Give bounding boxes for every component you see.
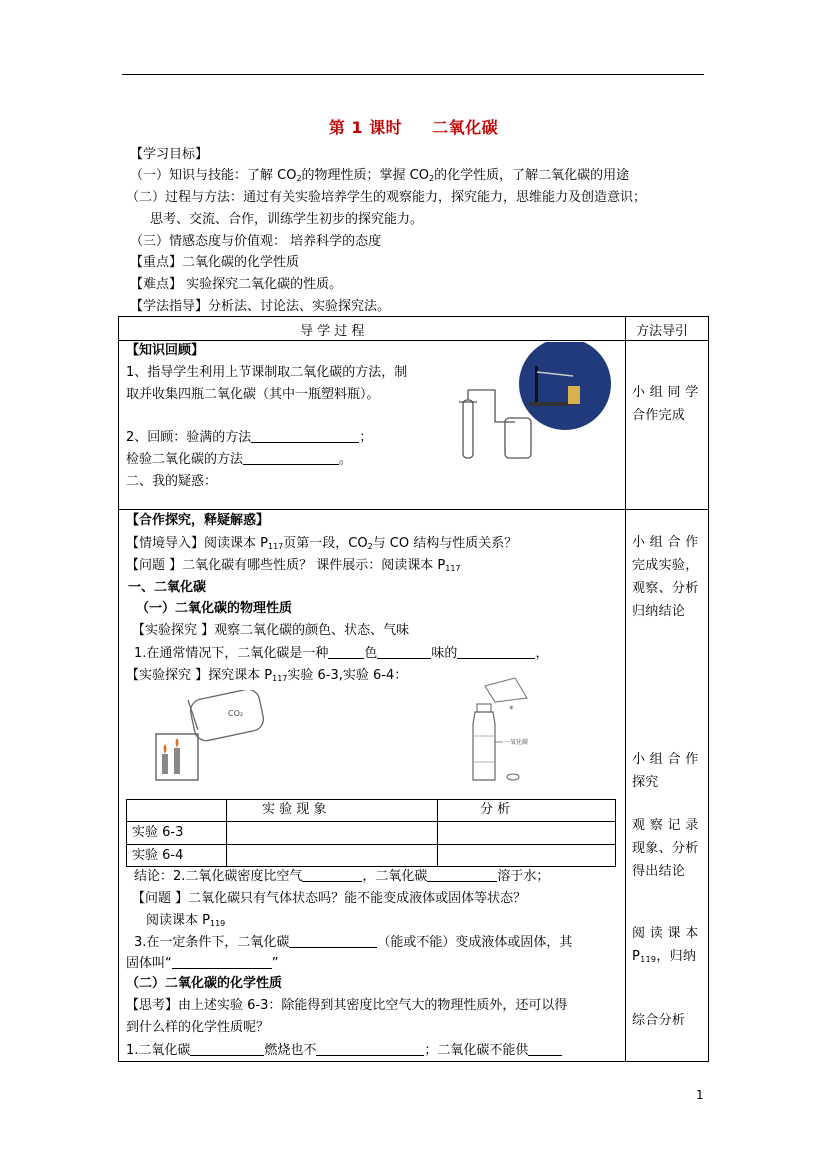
experiment-explore: 【实验探究 】探究课本 $P_{117}$实验 6-3,实验 6-4： bbox=[126, 668, 408, 683]
physical-fill-line: 1.在通常情况下，二氧化碳是一种 色 味的 ， bbox=[134, 646, 549, 661]
question-states: 【问题 】二氧化碳只有气体状态吗？能不能变成液体或固体等状态？ bbox=[132, 891, 527, 906]
objective-knowledge: （一）知识与技能：了解 $CO_2$的物理性质；掌握 $CO_2$的化学性质，了解二氧化碳的用途 bbox=[130, 168, 630, 183]
section-co2: 一、二氧化碳 bbox=[128, 580, 207, 595]
observation-row-divider-2 bbox=[126, 844, 616, 845]
table-header-divider bbox=[118, 340, 709, 341]
method-guidance: 【学法指导】分析法、讨论法、实验探究法。 bbox=[130, 299, 391, 314]
method-group-experiment: 小 组 合 作 完成实验， 观察、分析 归纳结论 bbox=[632, 535, 699, 619]
review-line-4: 检验二氧化碳的方法 。 bbox=[126, 452, 353, 467]
observation-row-divider-1 bbox=[126, 821, 616, 822]
review-line-1: 1、指导学生利用上节课制取二氧化碳的方法，制 bbox=[126, 365, 408, 380]
observation-row-6-4: 实验 6-4 bbox=[132, 848, 184, 863]
dry-ice-line: 固体叫“ ” bbox=[126, 956, 279, 971]
header-process: 导 学 过 程 bbox=[300, 324, 365, 339]
conclusion-density: 结论：2.二氧化碳密度比空气 ，二氧化碳 溶于水； bbox=[134, 869, 550, 884]
objectives-heading: 【学习目标】 bbox=[130, 147, 209, 162]
section-physical: （一）二氧化碳的物理性质 bbox=[136, 601, 293, 616]
section-chemical: （二）二氧化碳的化学性质 bbox=[126, 976, 283, 991]
read-textbook-119: 阅读课本 $P_{119}$ bbox=[146, 913, 226, 928]
page-number: 1 bbox=[696, 1088, 704, 1102]
co2-pouring-illustration bbox=[150, 690, 270, 785]
scenario-intro: 【情境导入】阅读课本 $P_{117}$页第一段，$CO_2$与 CO 结构与性质关系？ bbox=[126, 536, 518, 551]
think-line-2: 到什么样的化学性质呢？ bbox=[126, 1020, 270, 1035]
question-properties: 【问题 】二氧化碳有哪些性质？ 课件展示：阅读课本 $P_{117}$ bbox=[126, 558, 461, 573]
plastic-bottle-illustration bbox=[465, 676, 545, 786]
observation-header-analysis: 分 析 bbox=[480, 802, 511, 817]
key-point: 【重点】二氧化碳的化学性质 bbox=[130, 255, 300, 270]
review-line-2: 取并收集四瓶二氧化碳（其中一瓶塑料瓶）。 bbox=[126, 387, 380, 402]
combustion-fill-line: 1.二氧化碳 燃烧也不 ；二氧化碳不能供 bbox=[126, 1043, 562, 1059]
review-doubts: 二、我的疑惑： bbox=[126, 474, 218, 489]
method-read-textbook: 阅 读 课 本 $P_{119}$，归纳 bbox=[632, 926, 699, 964]
header-rule bbox=[122, 74, 704, 75]
observation-row-6-3: 实验 6-3 bbox=[132, 825, 184, 840]
method-comprehensive: 综合分析 bbox=[632, 1013, 686, 1028]
svg-text:*: * bbox=[509, 705, 514, 715]
think-line-1: 【思考】由上述实验 6-3：除能得到其密度比空气大的物理性质外，还可以得 bbox=[126, 998, 568, 1013]
review-line-3: 2、回顾：验满的方法 ； bbox=[126, 430, 373, 445]
method-group-complete: 小 组 同 学 合作完成 bbox=[632, 385, 699, 423]
solid-co2-line: 3.在一定条件下，二氧化碳 （能或不能）变成液体或固体，其 bbox=[134, 935, 573, 950]
observation-header-phenomenon: 实 验 现 象 bbox=[262, 802, 327, 817]
explore-heading: 【合作探究，释疑解惑】 bbox=[126, 513, 270, 528]
method-observe-record: 观 察 记 录 现象、分析 得出结论 bbox=[632, 818, 699, 879]
objective-process-cont: 思考、交流、合作，训练学生初步的探究能力。 bbox=[150, 212, 424, 227]
method-group-explore: 小 组 合 作 探究 bbox=[632, 752, 699, 790]
objective-attitude: （三）情感态度与价值观： 培养科学的态度 bbox=[130, 234, 382, 249]
co2-label: CO₂ bbox=[228, 709, 244, 718]
gas-apparatus-illustration bbox=[455, 342, 620, 467]
page-title: 第 1 课时 二氧化碳 bbox=[328, 118, 499, 137]
table-column-divider bbox=[625, 316, 626, 1062]
observation-table bbox=[126, 799, 616, 867]
bottle-label: 一氧化碳 bbox=[504, 739, 529, 746]
difficult-point: 【难点】 实验探究二氧化碳的性质。 bbox=[130, 277, 343, 292]
observation-col-divider-2 bbox=[437, 799, 438, 867]
table-row-divider bbox=[118, 509, 709, 510]
review-heading: 【知识回顾】 bbox=[126, 343, 205, 358]
objective-process: （二）过程与方法：通过有关实验培养学生的观察能力，探究能力，思维能力及创造意识； bbox=[126, 190, 647, 205]
observation-col-divider-1 bbox=[226, 799, 227, 867]
experiment-observe: 【实验探究 】观察二氧化碳的颜色、状态、气味 bbox=[132, 623, 410, 638]
header-method: 方法导引 bbox=[636, 324, 689, 339]
